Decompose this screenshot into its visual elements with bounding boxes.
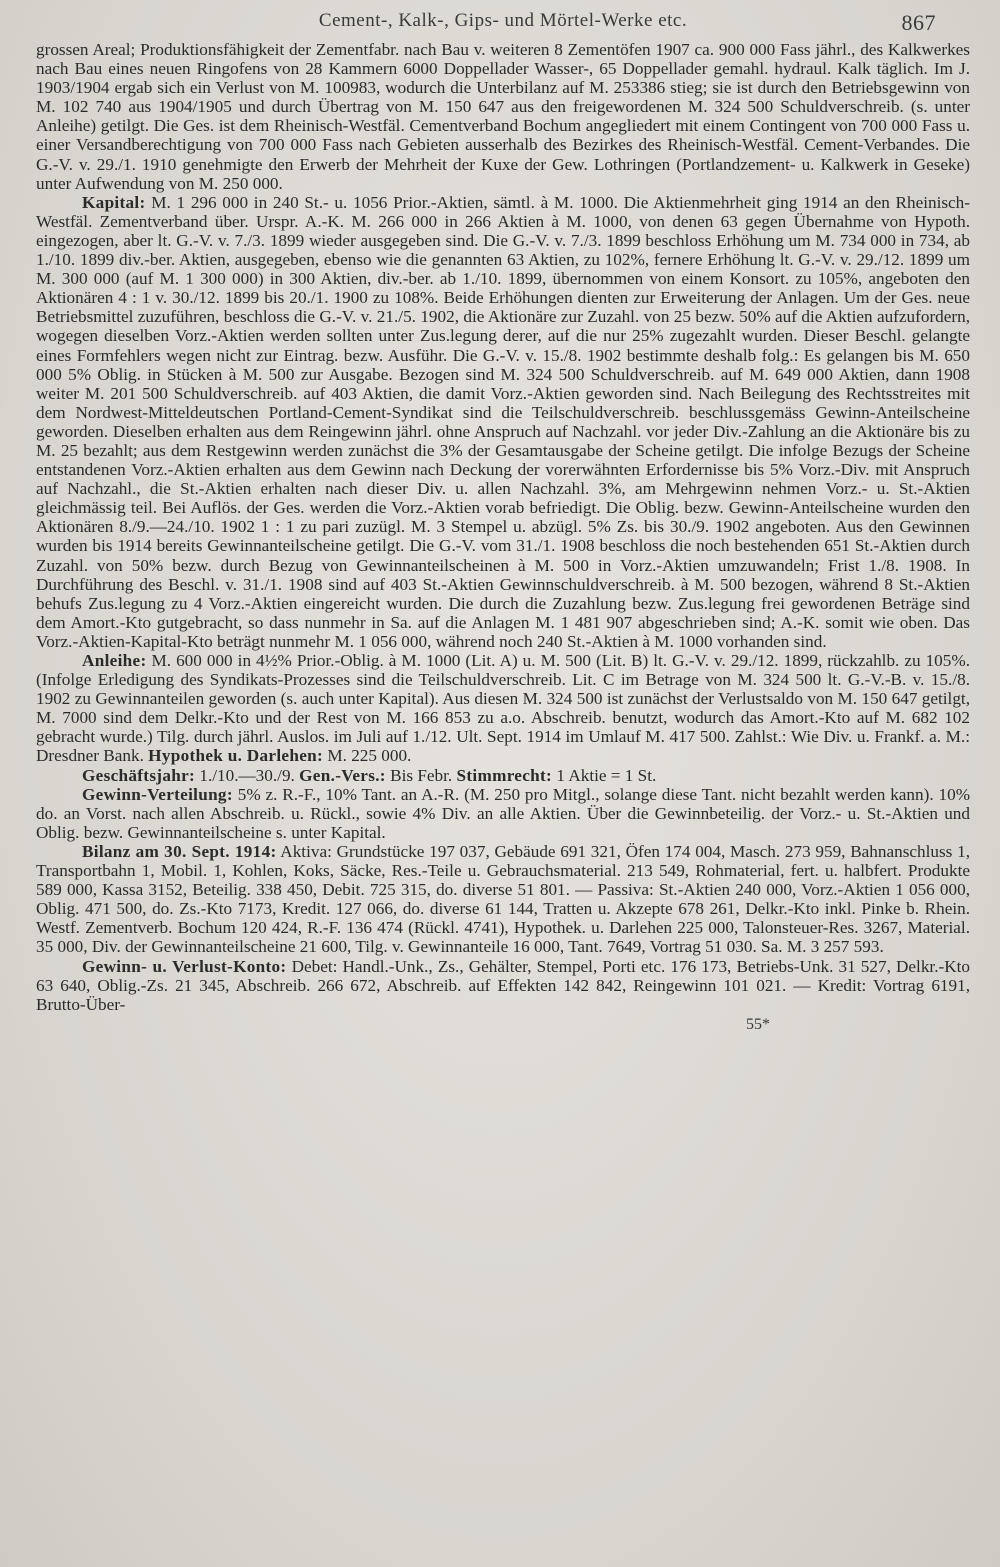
paragraph-intro xyxy=(36,40,970,193)
gewinnverteilung-text: 5% z. R.-F., 10% Tant. an A.-R. (M. 250 pro Mitgl., solange diese Tant. nicht bezahlt werden kann). 10% do. an Vorst. nach allen Abschreib. u. Rückl., sowie 4% Div. an alle Aktien. Über die Gewinnbeteilig. der Vorz.- u. St.-Aktien und Oblig. bezw. Gewinnanteilscheine s. unter Kapital. xyxy=(36,784,971,842)
bilanz-label: Bilanz am 30. Sept. 1914: xyxy=(82,841,277,861)
running-head-title: Cement-, Kalk-, Gips- und Mörtel-Werke etc. xyxy=(318,10,688,31)
hypothek-label: Hypothek u. Darlehen: xyxy=(148,746,324,766)
paragraph-gewinnverteilung xyxy=(36,785,970,842)
hypothek-text: M. 225 000. xyxy=(327,746,412,766)
stimmrecht-text: 1 Aktie = 1 St. xyxy=(556,765,657,785)
genvers-label: Gen.-Vers.: xyxy=(299,765,386,785)
kapital-text: M. 1 296 000 in 240 St.- u. 1056 Prior.-Aktien, sämtl. à M. 1000. Die Aktienmehrheit ging 1914 an den Rheinisch-Westfäl. Zementverband über. Urspr. A.-K. M. 266 000 in 266 Aktien à M. 1000, von denen 63 gegen Übernahme von Hypoth. eingezogen, aber lt. G.-V. v. 7./3. 1899 wieder ausgegeben sind. Die G.-V. v. 7./3. 1899 beschloss Erhöhung um M. 734 000 in 734, ab 1./10. 1899 div.-ber. Aktien, ausgegeben, ebenso wie die genannten 63 Aktien, zu 102%, fernere Erhöhung lt. G.-V. v. 29./12. 1899 um M. 300 000 (auf M. 1 300 000) in 300 Aktien, div.-ber. ab 1./10. 1899, übernommen von einem Konsort. zu 105%, angeboten den Aktionären 4 : 1 v. 30./12. 1899 bis 20./1. 1900 zu 108%. Beide Erhöhungen dienten zur Erweiterung der Anlagen. Um der Ges. neue Betriebsmittel zuzuführen, beschloss die G.-V. v. 21./5. 1902, die Aktionäre zur Zuzahl. von 25 bezw. 50% auf die Aktien aufzufordern, wogegen dieselben Vorz.-Aktien werden sollten unter Zus.legung derer, auf die nur 25% zugezahlt wurden. Dieser Beschl. gelangte eines Formfehlers wegen nicht zur Eintrag. bezw. Ausführ. Die G.-V. v. 15./8. 1902 bestimmte deshalb folg.: Es gelangen bis M. 650 000 5% Oblig. in Stücken à M. 500 zur Ausgabe. Bezogen sind M. 324 500 Schuldverschreib. auf M. 649 000 Aktien, dann 1908 weiter M. 201 500 Schuldverschreib. auf 403 Aktien, die damit Vorz.-Aktien geworden sind. Nach Beilegung des Rechtsstreites mit dem Nordwest-Mitteldeutschen Portland-Cement-Syndikat sind die Teilschuldverschreib. beschlussgemäss Gewinn-Anteilscheine geworden. Dieselben erhalten aus dem Reingewinn jährl. ohne Anspruch auf Nachzahl. vor jeder Div.-Zahlung an die Aktionäre bis zu M. 25 bezahlt; aus dem Restgewinn werden zunächst die 3% der Gesamtausgabe der Scheine getilgt. Die infolge Bezugs der Scheine entstandenen Vorz.-Aktien erhalten aus dem Gewinn nach Deckung der vorerwähnten Erfordernisse bis 5% Vorz.-Div. mit Anspruch auf Nachzahl., die St.-Aktien erhalten nach dieser Div. u. allen Nachzahl. 3%, am Mehrgewinn nehmen Vorz.- u. St.-Aktien gleichmässig teil. Bei Auflös. der Ges. werden die Vorz.-Aktien vorab befriedigt. Die Oblig. bezw. Gewinn-Anteilscheine wurden den Aktionären 8./9.—24./10. 1902 1 : 1 zu pari zuzügl. M. 3 Stempel u. abzügl. 5% Zs. bis 30./9. 1902 angeboten. Aus den Gewinnen wurden bis 1914 bereits Gewinnanteilscheine getilgt. Die G.-V. vom 31./1. 1908 beschloss die noch bestehenden 651 St.-Aktien durch Zuzahl. von 50% bezw. durch Bezug von Gewinnanteilscheinen à M. 500 in Vorz.-Aktien umzuwandeln; Frist 1./8. 1908. In Durchführung des Beschl. v. 31./1. 1908 sind auf 403 St.-Aktien Gewinnschuldverschreib. à M. 500 bezogen, während 8 St.-Aktien behufs Zus.legung zu 4 Vorz.-Aktien eingereicht wurden. Die durch die Zuzahlung bezw. Zus.legung frei gewordenen Beträge sind dem Amort.-Kto gutgebracht, so dass nunmehr in Sa. auf die Anlagen M. 1 481 907 abgeschrieben sind; A.-K. somit wie oben. Das Vorz.-Aktien-Kapital-Kto beträgt nunmehr M. 1 056 000, während noch 240 St.-Aktien à M. 1000 vorhanden sind. xyxy=(36,192,970,651)
signature-mark: 55* xyxy=(746,1015,770,1033)
page-number: 867 xyxy=(901,10,936,35)
anleihe-text: M. 600 000 in 4½% Prior.-Oblig. à M. 1000 (Lit. A) u. M. 500 (Lit. B) lt. G.-V. v. 29./12. 1899, rückzahlb. zu 105%. (Infolge Erledigung des Syndikats-Prozesses sind die Teilschuldverschreib. Lit. C im Betrage von M. 324 500 lt. G.-V.-B. v. 15./8. 1902 zu Gewinnanteilen geworden (s. auch unter Kapital). Aus diesen M. 324 500 ist zunächst der Verlustsaldo von M. 150 647 getilgt, M. 7000 sind dem Delkr.-Kto und der Rest von M. 166 853 zu a.o. Abschreib. benutzt, wodurch das Amort.-Kto auf M. 682 102 gebracht wurde.) Tilg. durch jährl. Auslos. im Juli auf 1./12. Ult. Sept. 1914 im Umlauf M. 417 500. Zahlst.: Wie Div. u. Frankf. a. M.: Dresdner Bank. xyxy=(36,651,970,766)
geschaeftsjahr-label: Geschäftsjahr: xyxy=(82,765,196,785)
gv-text: Debet: Handl.-Unk., Zs., Gehälter, Stempel, Porti etc. 176 173, Betriebs-Unk. 31 527, Delkr.-Kto 63 640, Oblig.-Zs. 21 345, Abschreib. 266 672, Abschreib. auf Effekten 142 842, Reingewinn 101 021. — Kredit: Vortrag 6191, Brutto-Über- xyxy=(36,956,970,1014)
paragraph-anleihe xyxy=(36,651,970,766)
anleihe-label: Anleihe: xyxy=(82,651,147,670)
paragraph-kapital xyxy=(36,193,970,651)
body-text xyxy=(36,40,970,1014)
intro-text: grossen Areal; Produktionsfähigkeit der Zementfabr. nach Bau v. weiteren 8 Zementöfen 1907 ca. 900 000 Fass jährl., des Kalkwerkes nach Bau eines neuen Ringofens von 28 Kammern 6000 Doppellader Wasser-, 65 Doppellader gemahl. hydraul. Kalk täglich. Im J. 1903/1904 ergab sich ein Verlust von M. 100983, wodurch die Unterbilanz auf M. 253386 stieg; sie ist durch den Betriebsgewinn von M. 102 740 aus 1904/1905 und durch Übertrag von M. 150 647 aus den freigewordenen M. 324 500 Schuldverschreib. (s. unter Anleihe) getilgt. Die Ges. ist dem Rheinisch-Westfäl. Cementverband Bochum angegliedert mit einem Contingent von 700 000 Fass u. einer Versandberechtigung von 700 000 Fass nach Gebieten ausserhalb des Bezirkes des Rheinisch-Westfäl. Cement-Verbandes. Die G.-V. v. 29./1. 1910 genehmigte den Erwerb der Mehrheit der Kuxe der Gew. Lothringen (Portlandzement- u. Kalkwerk in Geseke) unter Aufwendung von M. 250 000. xyxy=(36,40,970,193)
running-head xyxy=(36,6,970,40)
bilanz-text: Aktiva: Grundstücke 197 037, Gebäude 691 321, Öfen 174 004, Masch. 273 959, Bahnanschluss 1, Transportbahn 1, Mobil. 1, Kohlen, Koks, Säcke, Res.-Teile u. Gebrauchsmaterial. 213 549, Rohmaterial, fert. u. halbfert. Produkte 589 000, Kassa 3152, Beteilig. 338 450, Debit. 725 315, do. diverse 51 801. — Passiva: St.-Aktien 240 000, Vorz.-Aktien 1 056 000, Oblig. 471 500, do. Zs.-Kto 7173, Kredit. 127 066, do. diverse 61 144, Tratten u. Akzepte 678 261, Delkr.-Kto inkl. Pinke b. Rhein. Westf. Zementverb. Bochum 120 424, R.-F. 136 474 (Rückl. 4741), Hypothek. u. Darlehen 225 000, Talonsteuer-Res. 3267, Material. 35 000, Div. der Gewinnanteilscheine 21 600, Tilg. v. Gewinnanteile 16 000, Tant. 7649, Vortrag 51 030. Sa. M. 3 257 593. xyxy=(36,841,970,957)
gv-label: Gewinn- u. Verlust-Konto: xyxy=(82,956,287,976)
kapital-label: Kapital: xyxy=(82,192,146,212)
paragraph-gewinn-verlust xyxy=(36,957,970,1014)
gewinnverteilung-label: Gewinn-Verteilung: xyxy=(82,784,233,804)
stimmrecht-label: Stimmrecht: xyxy=(456,765,553,785)
paragraph-bilanz xyxy=(36,842,970,957)
geschaeftsjahr-text: 1./10.—30./9. xyxy=(199,765,295,785)
paragraph-geschaeftsjahr xyxy=(36,766,970,785)
genvers-text: Bis Febr. xyxy=(390,765,453,785)
